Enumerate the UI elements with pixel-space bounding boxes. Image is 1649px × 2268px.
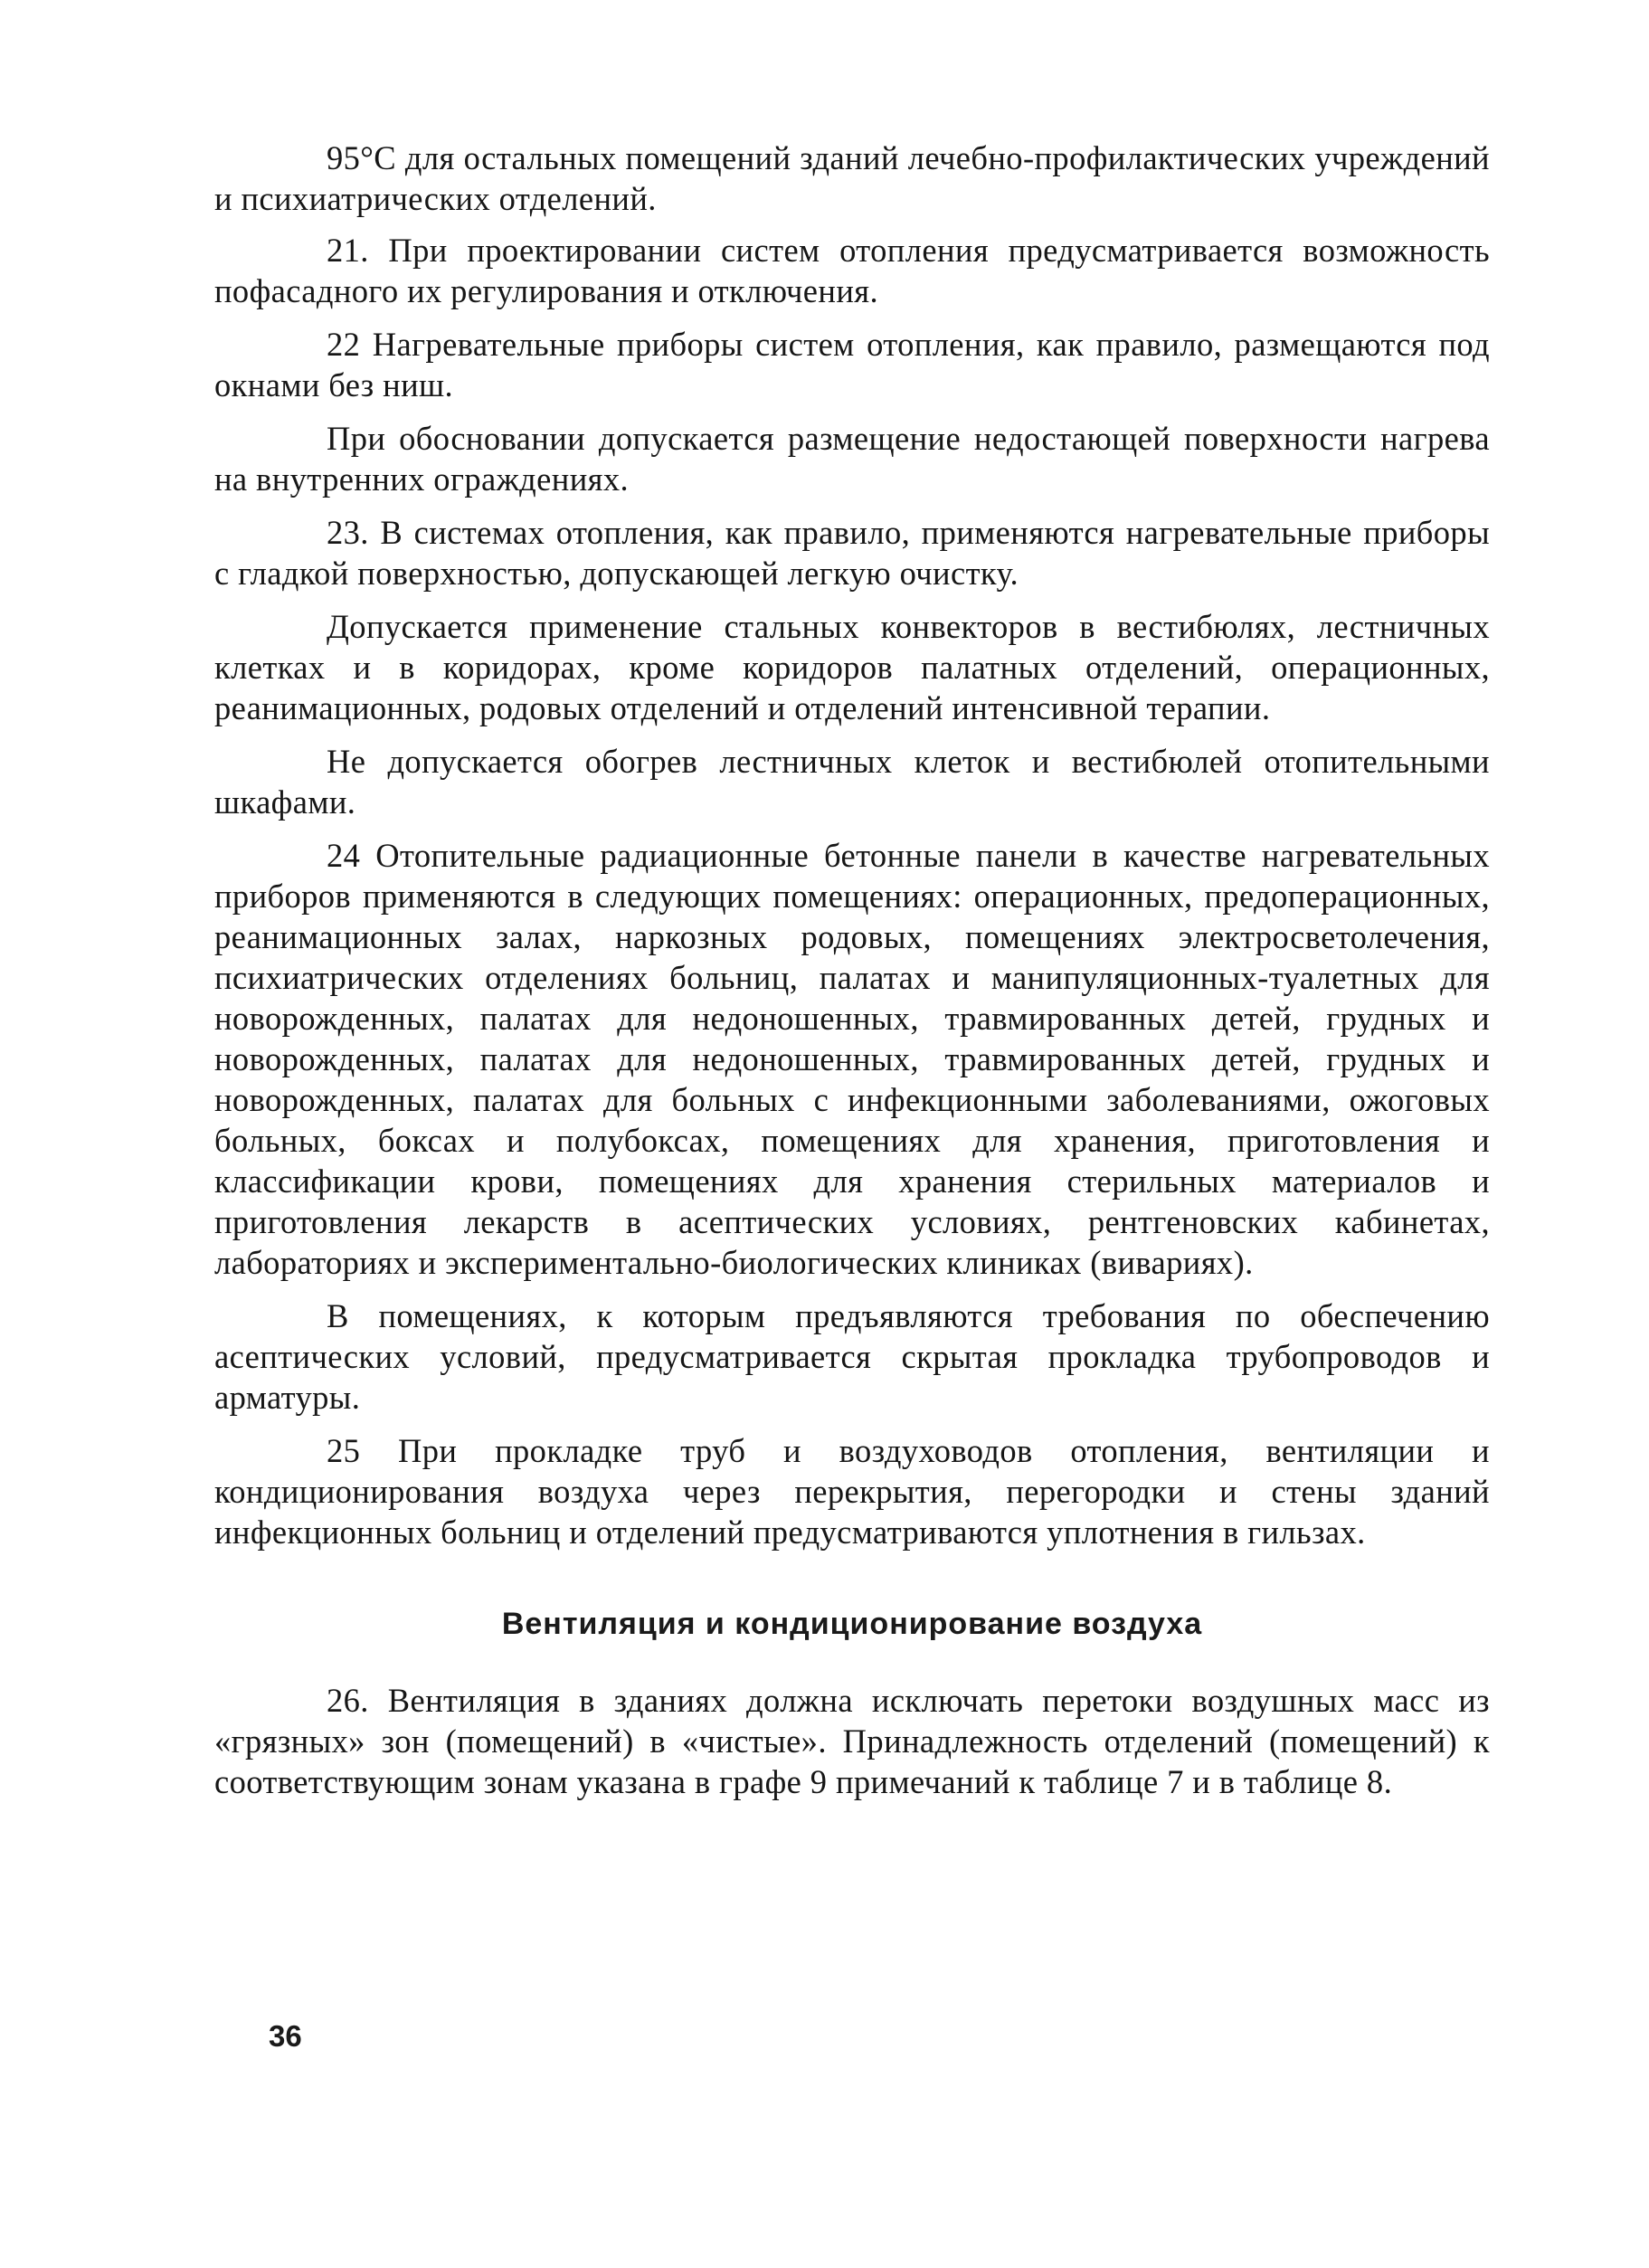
- paragraph-22: 22 Нагревательные приборы систем отопления, как правило, размещаются под окнами без ниш.: [214, 326, 1490, 403]
- paragraph-23: 23. В системах отопления, как правило, применяются нагревательные приборы с гладкой поверхностью, допускающей легкую очистку.: [214, 514, 1490, 592]
- paragraph-continued: 95°С для остальных помещений зданий лечебно-профилактических учреждений и психиатрических отделений.: [214, 139, 1490, 217]
- paragraph-24-aseptic: В помещениях, к которым предъявляются требования по обеспечению асептических условий, предусматривается скрытая прокладка трубопроводов и арматуры.: [214, 1297, 1490, 1416]
- paragraph-23-convectors: Допускается применение стальных конвекторов в вестибюлях, лестничных клетках и в коридорах, кроме коридоров палатных отделений, операционных, реанимационных, родовых отделений и отделений интенсивной терапии.: [214, 608, 1490, 726]
- paragraph-22-justification: При обосновании допускается размещение недостающей поверхности нагрева на внутренних ограждениях.: [214, 420, 1490, 498]
- section-heading: Вентиляция и кондиционирование воздуха: [501, 1607, 1203, 1641]
- page-number: 36: [269, 2019, 302, 2053]
- paragraph-25: 25 При прокладке труб и воздуховодов отопления, вентиляции и кондиционирования воздуха через перекрытия, перегородки и стены зданий инфекционных больниц и отделений предусматриваются уплотнения в гильзах.: [214, 1432, 1490, 1551]
- paragraph-21: 21. При проектировании систем отопления предусматривается возможность пофасадного их регулирования и отключения.: [214, 232, 1490, 309]
- paragraph-23-cabinets: Не допускается обогрев лестничных клеток и вестибюлей отопительными шкафами.: [214, 743, 1490, 821]
- paragraph-24: 24 Отопительные радиационные бетонные панели в качестве нагревательных приборов применяются в следующих помещениях: операционных, предоперационных, реанимационных залах, наркозных родовых, помещениях электросветолечения, психиатрических отделениях больниц, палатах и манипуляционных-туалетных для новорожденных, палатах для недоношенных, травмированных детей, грудных и новорожденных, палатах для недоношенных, травмированных детей, грудных и новорожденных, палатах для больных с инфекционными заболеваниями, ожоговых больных, боксах и полубоксах, помещениях для хранения, приготовления и классификации крови, помещениях для хранения стерильных материалов и приготовления лекарств в асептических условиях, рентгеновских кабинетах, лабораториях и экспериментально-биологических клиниках (вивариях).: [214, 837, 1490, 1281]
- page-body: [214, 138, 1490, 1815]
- paragraph-26: 26. Вентиляция в зданиях должна исключать перетоки воздушных масс из «грязных» зон (помещений) в «чистые». Принадлежность отделений (помещений) к соответствующим зонам указана в графе 9 примечаний к таблице 7 и в таблице 8.: [214, 1682, 1490, 1800]
